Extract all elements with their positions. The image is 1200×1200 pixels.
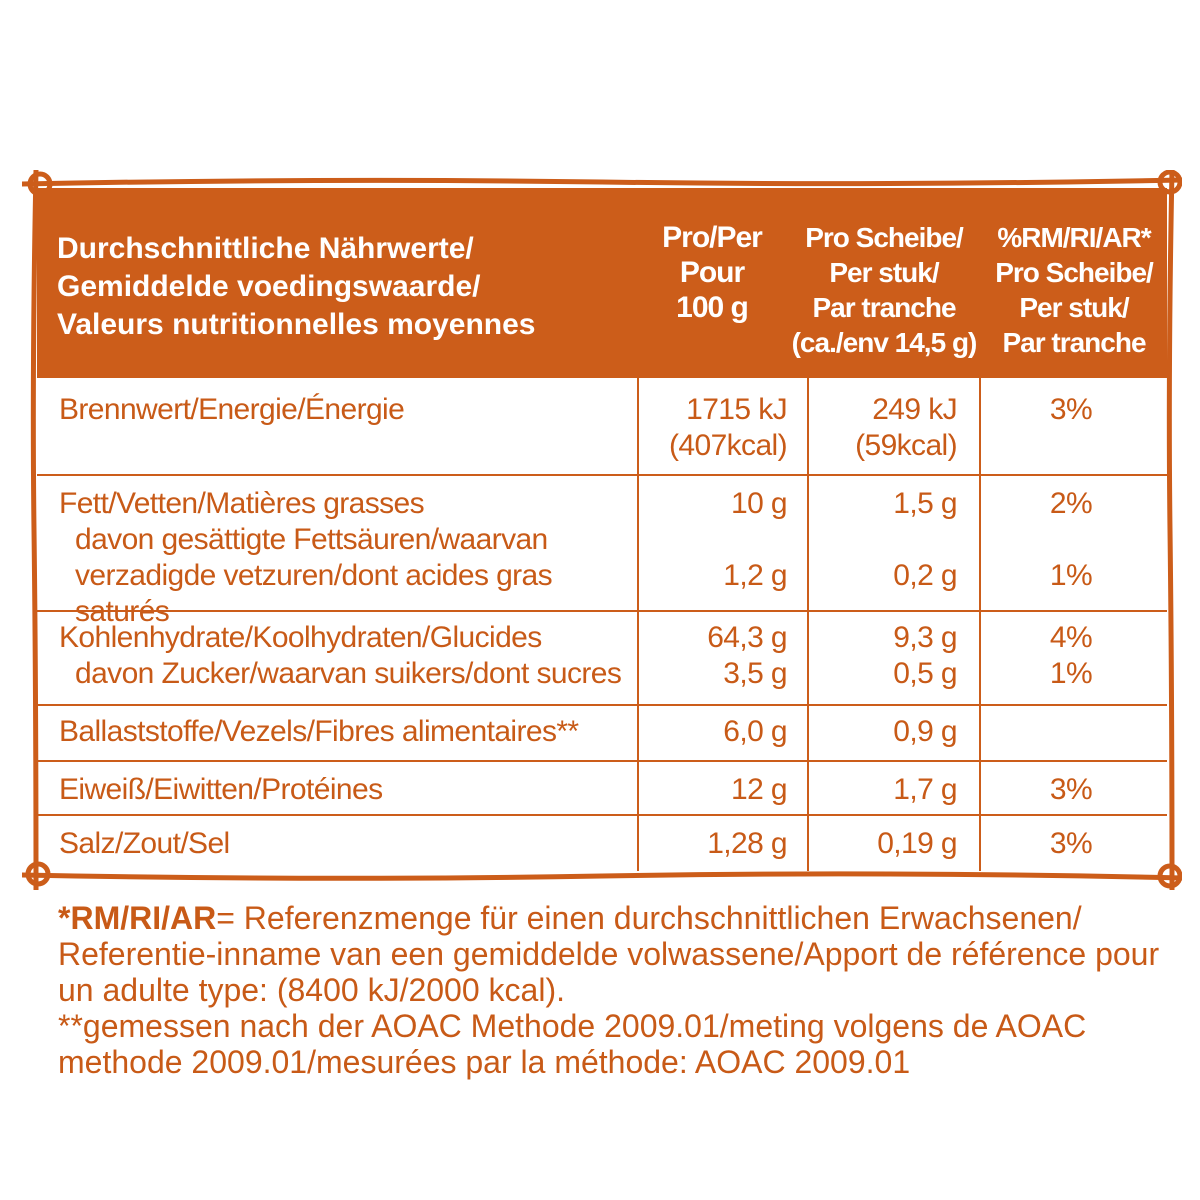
row-value-ri: 4%: [1049, 621, 1093, 654]
row-value-100g: 6,0 g: [723, 715, 787, 748]
table-row-fat: [37, 474, 1167, 628]
header-title: Durchschnittliche Nährwerte/ Gemiddelde voedingswaarde/ Valeurs nutritionnelles moyennes: [57, 232, 536, 341]
method-note: **gemessen nach der AOAC Methode 2009.01/meting volgens de AOAC methode 2009.01/mesurées par la méthode: AOAC 2009.01: [58, 1008, 1087, 1080]
row-label-main: Kohlenhydrate/Koolhydraten/Glucides: [59, 621, 542, 654]
table-row-fibre: [37, 704, 1167, 758]
row-sub-value-ri: 1%: [1049, 559, 1093, 592]
row-value-slice: 1,7 g: [893, 773, 957, 806]
row-value-100g: 12 g: [731, 773, 787, 806]
row-value-100g: 1,28 g: [707, 827, 787, 860]
row-label: Ballaststoffe/Vezels/Fibres alimentaires**: [59, 715, 579, 748]
row-sub-value-ri: 1%: [1049, 657, 1093, 690]
header-per-slice: Pro Scheibe/ Per stuk/ Par tranche (ca./env 14,5 g): [791, 222, 977, 358]
row-value-100g: 64,3 g: [707, 621, 787, 654]
reference-intake-abbr: *RM/RI/AR: [58, 900, 217, 936]
row-label: Eiweiß/Eiwitten/Protéines: [59, 773, 383, 806]
row-label: Salz/Zout/Sel: [59, 827, 230, 860]
row-value-slice: 0,9 g: [893, 715, 957, 748]
row-label-sub: davon gesättigte Fettsäuren/waarvan verzadigde vetzuren/dont acides gras saturés: [75, 523, 553, 628]
row-value-slice: 1,5 g: [893, 487, 957, 520]
table-row-protein: [37, 760, 1167, 816]
table-row-salt: [37, 814, 1167, 873]
row-value-ri: 3%: [1049, 827, 1093, 860]
table-header: [37, 188, 1167, 376]
row-sub-value-100g: 3,5 g: [723, 657, 787, 690]
row-label-main: Fett/Vetten/Matières grasses: [59, 487, 425, 520]
header-per-100g: Pro/Per Pour 100 g: [662, 221, 762, 324]
table-row-carbohydrates: [37, 610, 1167, 696]
row-sub-value-100g: 1,2 g: [723, 559, 787, 592]
row-label: [59, 486, 649, 630]
row-value-100g: 10 g: [731, 487, 787, 520]
header-reference-intake: %RM/RI/AR* Pro Scheibe/ Per stuk/ Par tranche: [995, 222, 1153, 358]
row-value-slice: 249 kJ (59kcal): [855, 393, 957, 462]
row-value-ri: 3%: [1049, 393, 1093, 426]
reference-intake-text: = Referenzmenge für einen durchschnittlichen Erwachsenen/ Referentie-inname van een gemiddelde volwassene/Apport de référence pour un adulte type: (8400 kJ/2000 kcal).: [58, 900, 1160, 1008]
row-value-ri: 2%: [1049, 487, 1093, 520]
reference-intake-note: [58, 900, 1178, 1008]
row-sub-value-slice: 0,5 g: [893, 657, 957, 690]
row-value-ri: 3%: [1049, 773, 1093, 806]
row-label-sub: davon Zucker/waarvan suikers/dont sucres: [75, 657, 622, 690]
row-label: Brennwert/Energie/Énergie: [59, 393, 405, 426]
row-value-slice: 9,3 g: [893, 621, 957, 654]
row-sub-value-slice: 0,2 g: [893, 559, 957, 592]
row-value-100g: 1715 kJ (407kcal): [669, 393, 787, 462]
table-row-energy: [37, 376, 1167, 466]
row-value-slice: 0,19 g: [877, 827, 957, 860]
nutrition-table: [37, 188, 1167, 871]
footnotes: [58, 900, 1178, 1080]
row-label: [59, 620, 649, 692]
